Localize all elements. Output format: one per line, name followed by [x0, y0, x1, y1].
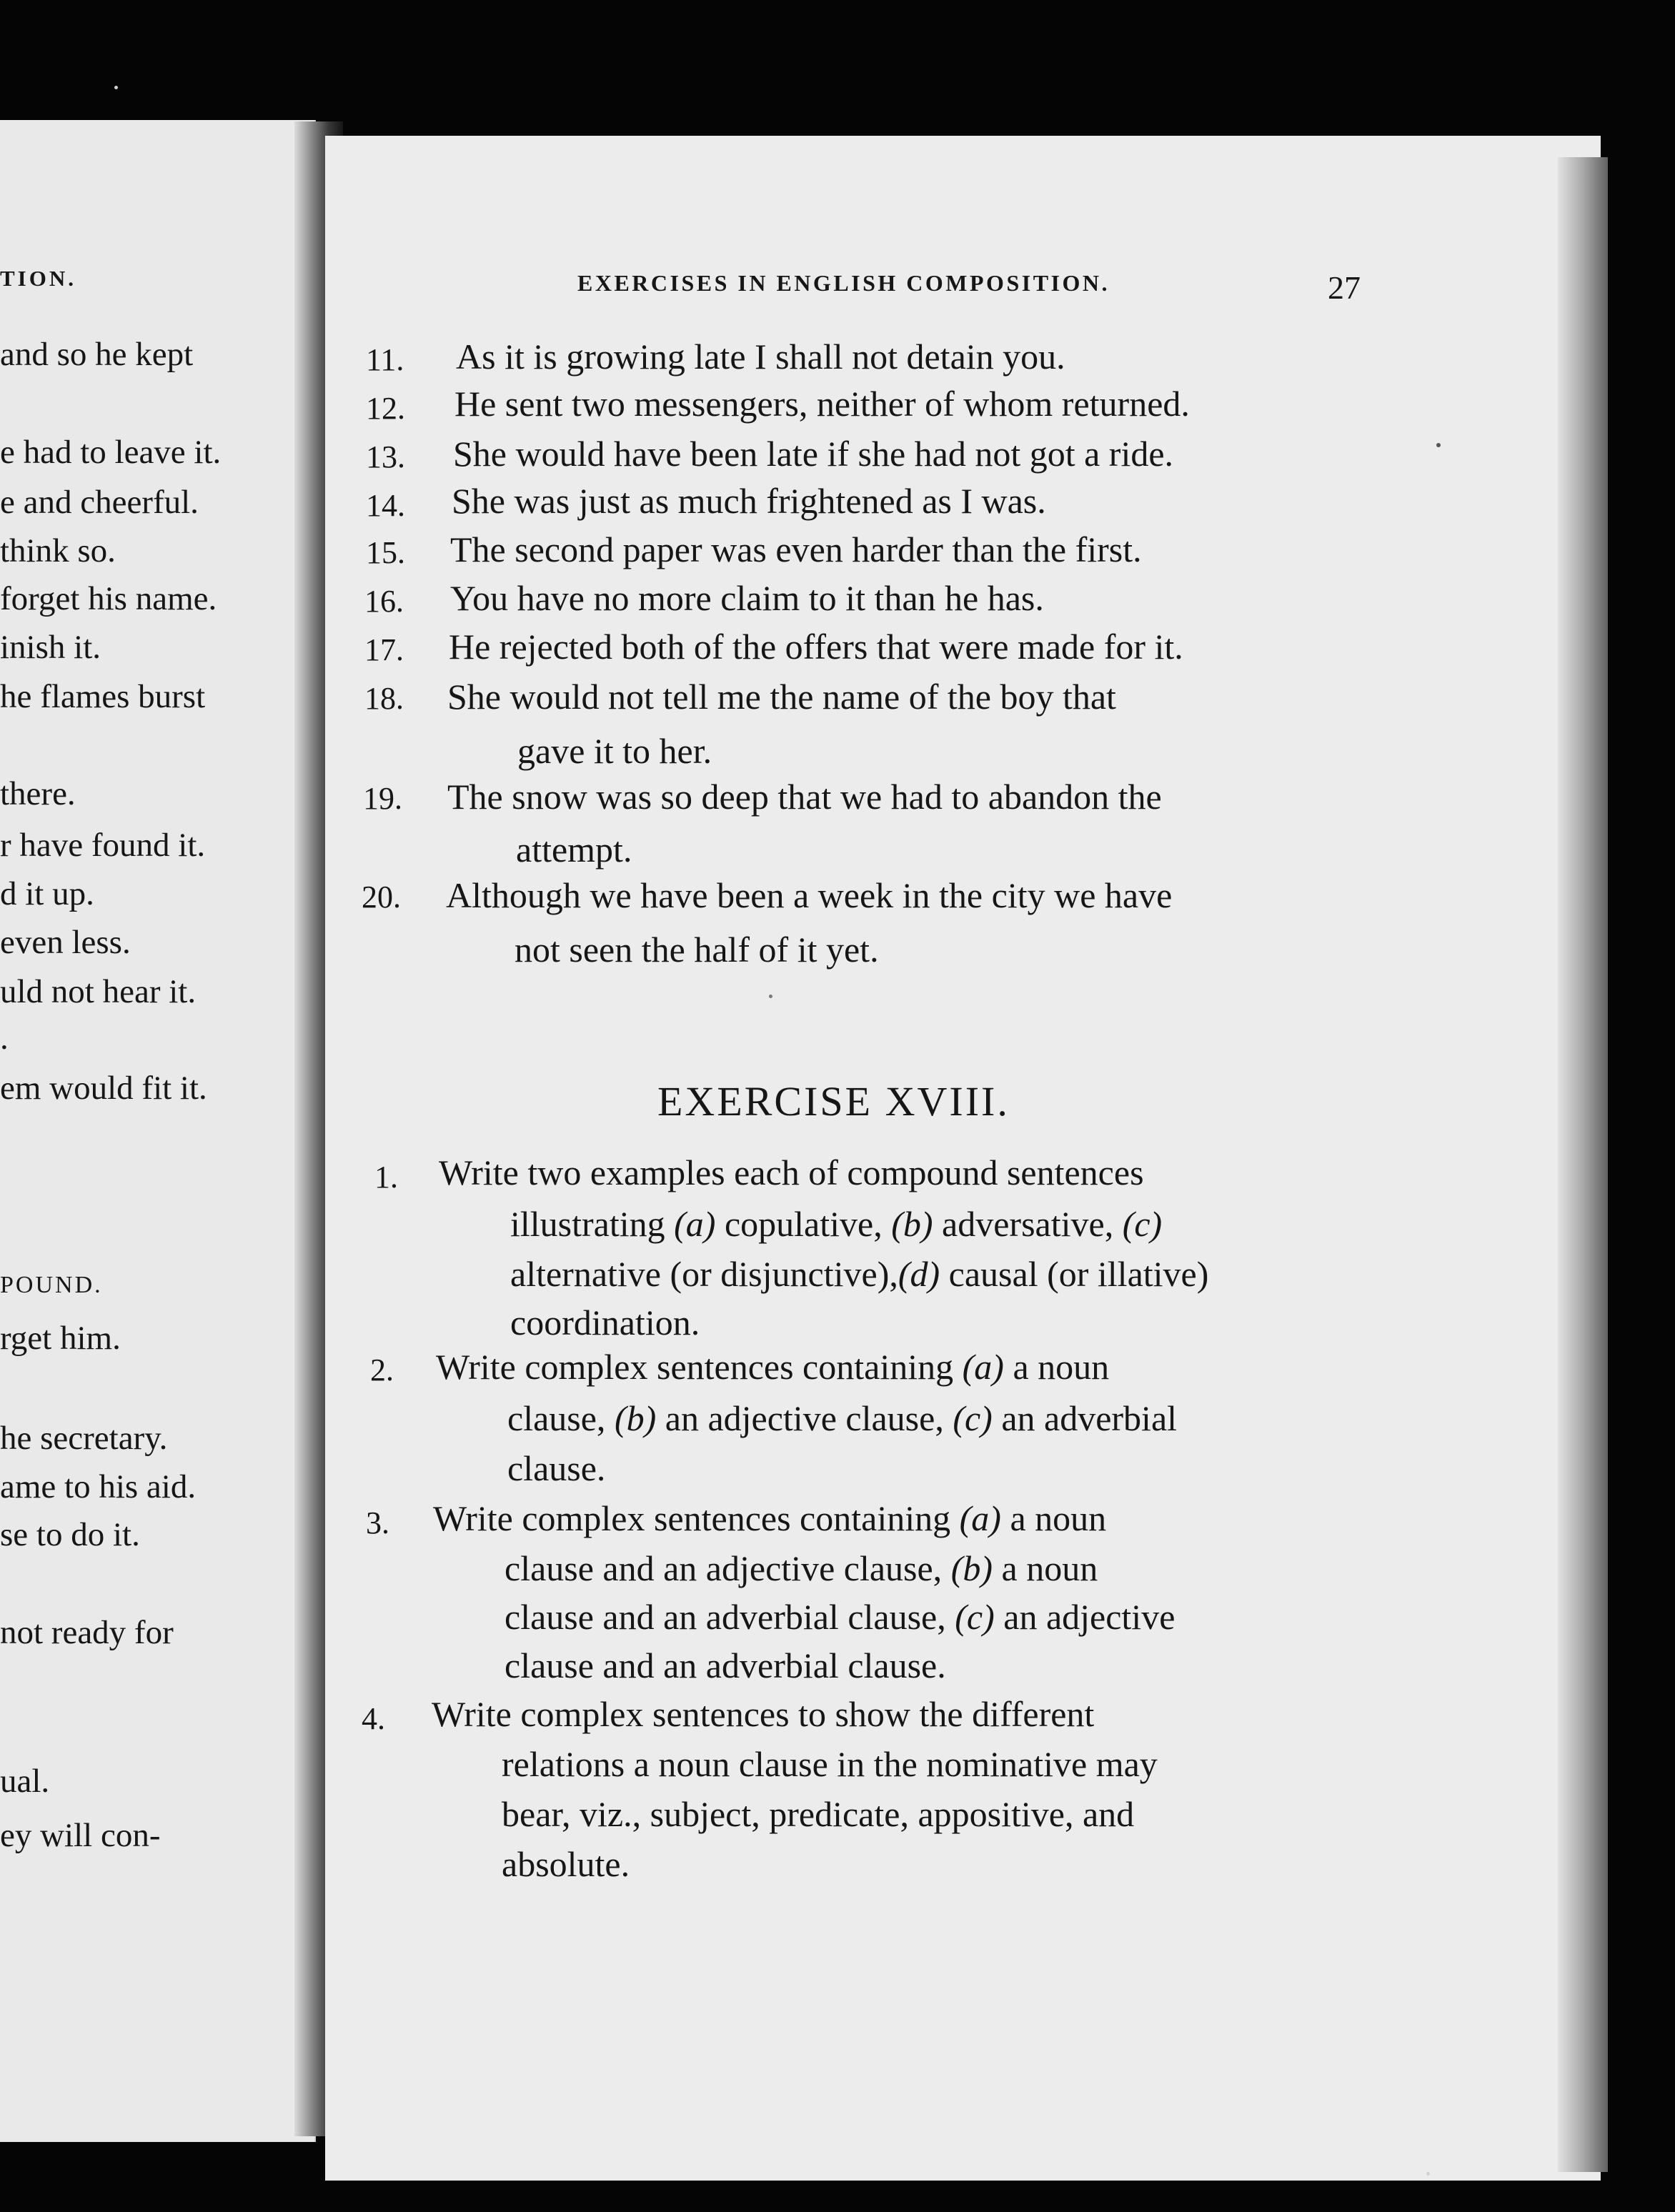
exercise-text: illustrating (a) copulative, (b) adversative, (c): [510, 1204, 1163, 1244]
scan-speck: [769, 995, 772, 998]
exercise-text: clause and an adverbial clause.: [505, 1645, 946, 1685]
exercise-text: absolute.: [502, 1844, 630, 1884]
exercise-text: clause, (b) an adjective clause, (c) an adverbial: [507, 1398, 1178, 1438]
exercise-text: Write complex sentences containing (a) a noun: [433, 1498, 1107, 1538]
exercise-number: 4.: [362, 1701, 385, 1736]
sentence-text: He sent two messengers, neither of whom returned.: [454, 384, 1190, 424]
exercise-text: coordination.: [510, 1302, 700, 1342]
running-head: EXERCISES IN ENGLISH COMPOSITION.: [577, 270, 1110, 296]
sentence-text: She was just as much frightened as I was.: [452, 481, 1046, 521]
exercise-text: alternative (or disjunctive),(d) causal (or illative): [510, 1254, 1209, 1294]
sentence-number: 20.: [362, 880, 401, 915]
sentence-text-continued: not seen the half of it yet.: [515, 930, 879, 970]
sentence-number: 17.: [364, 632, 404, 667]
exercise-text: Write complex sentences containing (a) a noun: [436, 1347, 1110, 1387]
left-line: think so.: [0, 532, 116, 569]
exercise-number: 1.: [374, 1160, 398, 1195]
sentence-number: 18.: [364, 681, 404, 716]
left-line: uld not hear it.: [0, 973, 197, 1010]
sentence-number: 13.: [366, 439, 405, 474]
exercise-text: Write two examples each of compound sentences: [439, 1152, 1144, 1192]
exercise-text: Write complex sentences to show the different: [432, 1694, 1095, 1734]
left-line: se to do it.: [0, 1516, 140, 1553]
left-line: he secretary.: [0, 1420, 168, 1457]
exercise-number: 2.: [370, 1352, 394, 1388]
left-line: POUND.: [0, 1272, 103, 1298]
left-line: e had to leave it.: [0, 434, 222, 471]
exercise-number: 3.: [366, 1505, 389, 1540]
left-line: r have found it.: [0, 827, 206, 864]
sentence-number: 16.: [364, 584, 404, 619]
left-line: ey will con-: [0, 1817, 161, 1854]
left-line: there.: [0, 775, 76, 812]
left-line: forget his name.: [0, 580, 217, 617]
left-line: he flames burst: [0, 678, 206, 715]
sentence-text-continued: attempt.: [516, 830, 632, 870]
sentence-text: The snow was so deep that we had to abandon the: [447, 777, 1162, 817]
sentence-number: 14.: [366, 488, 405, 523]
sentence-text: Although we have been a week in the city we have: [446, 875, 1173, 915]
exercise-text: clause and an adverbial clause, (c) an adjective: [505, 1597, 1176, 1637]
exercise-text: bear, viz., subject, predicate, appositive, and: [502, 1794, 1135, 1834]
left-line: and so he kept: [0, 336, 194, 373]
sentence-text-continued: gave it to her.: [517, 731, 712, 771]
left-line: ame to his aid.: [0, 1468, 197, 1505]
exercise-title: EXERCISE XVIII.: [657, 1078, 1010, 1125]
left-line: em would fit it.: [0, 1070, 207, 1107]
sentence-text: As it is growing late I shall not detain you.: [456, 337, 1065, 377]
scan-speck: [1426, 2172, 1430, 2176]
left-line: even less.: [0, 924, 131, 961]
page-edge-shadow: [1558, 157, 1608, 2172]
sentence-text: She would have been late if she had not got a ride.: [453, 434, 1174, 474]
left-line: .: [0, 1020, 9, 1057]
exercise-text: relations a noun clause in the nominative may: [502, 1744, 1158, 1784]
left-line: e and cheerful.: [0, 484, 199, 521]
sentence-text: The second paper was even harder than the first.: [450, 529, 1142, 569]
sentence-number: 12.: [366, 391, 405, 426]
left-line: not ready for: [0, 1614, 174, 1651]
sentence-number: 19.: [363, 781, 402, 816]
left-line: ual.: [0, 1763, 50, 1800]
exercise-text: clause and an adjective clause, (b) a noun: [505, 1548, 1098, 1588]
scan-speck: [114, 86, 118, 89]
left-line: d it up.: [0, 875, 94, 912]
sentence-number: 11.: [366, 342, 404, 377]
sentence-text: She would not tell me the name of the boy that: [447, 677, 1116, 717]
left-line: inish it.: [0, 629, 101, 666]
left-running-head: TION.: [0, 266, 76, 291]
left-line: rget him.: [0, 1320, 121, 1357]
sentence-number: 15.: [366, 535, 405, 570]
exercise-text: clause.: [507, 1448, 606, 1488]
sentence-text: He rejected both of the offers that were made for it.: [449, 627, 1183, 667]
sentence-text: You have no more claim to it than he has.: [450, 578, 1044, 618]
scan-speck: [1436, 443, 1441, 447]
page-number: 27: [1328, 269, 1361, 306]
